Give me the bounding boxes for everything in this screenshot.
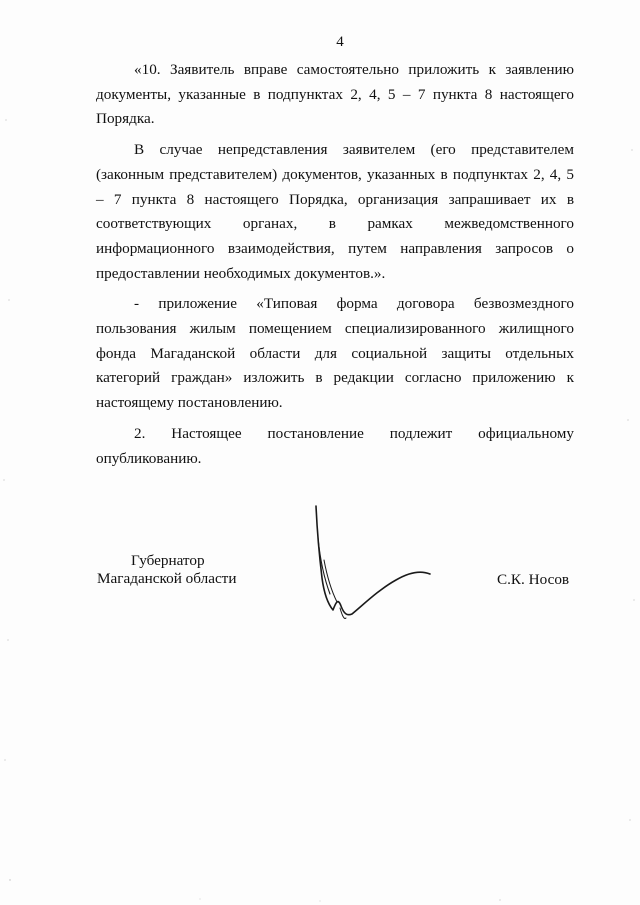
- signatory-name: С.К. Носов: [497, 571, 570, 588]
- paragraph-non-submission: В случае непредставления заявителем (его представителем (законным представителем) документов, указанных в подпунктах 2, 4, 5 – 7 пункта 8 настоящего Порядка, организация запрашивает их в соответствующих органах, в рамках межведомственного информационного взаимодействия, путем направления запросов о предоставлении необходимых документов.».: [96, 141, 574, 282]
- handwritten-signature: [300, 498, 440, 638]
- paragraph-appendix: - приложение «Типовая форма договора безвозмездного пользования жилым помещением специализированного жилищного фонда Магаданской области для социальной защиты отдельных категорий граждан» изложить в редакции согласно приложению к настоящему постановлению.: [96, 295, 574, 412]
- signatory-position-line2: Магаданской области: [97, 570, 237, 587]
- paragraph-publication: 2. Настоящее постановление подлежит официальному опубликованию.: [96, 424, 574, 467]
- paragraph-10: «10. Заявитель вправе самостоятельно приложить к заявлению документы, указанные в подпунктах 2, 4, 5 – 7 пункта 8 настоящего Порядка.: [96, 61, 574, 128]
- signatory-position-line1: Губернатор: [131, 552, 205, 569]
- document-body: [96, 58, 574, 471]
- page-number: 4: [336, 34, 344, 50]
